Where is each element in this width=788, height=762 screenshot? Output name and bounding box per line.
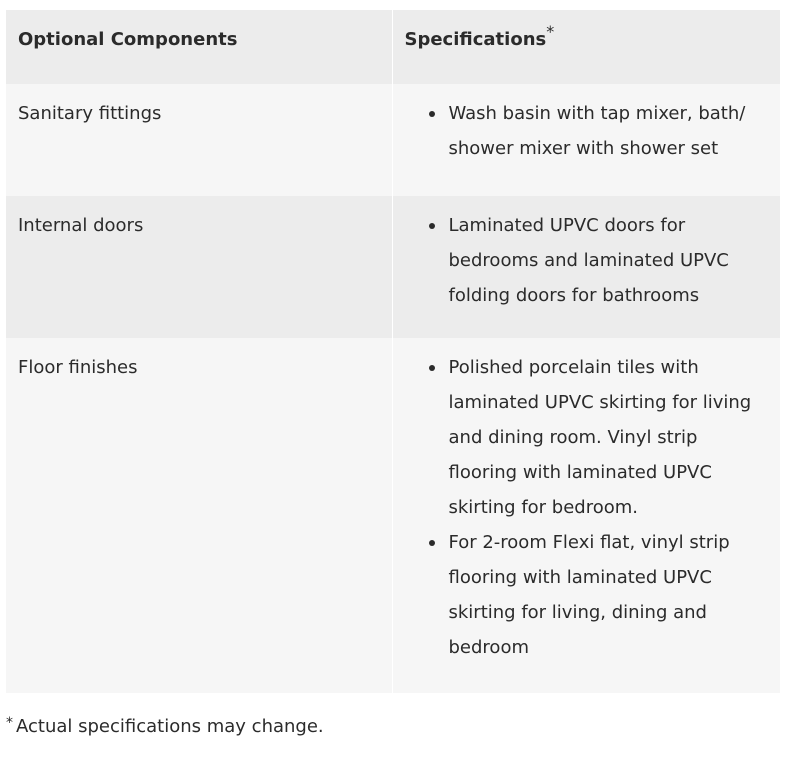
footnote: [6, 712, 324, 742]
component-cell: [6, 196, 392, 338]
spec-cell: [392, 84, 780, 196]
header-col1-label: Optional Components: [18, 29, 238, 50]
table-row-sanitary-fittings: [6, 84, 780, 196]
spec-item: Wash basin with tap mixer, bath/ shower mixer with shower set: [429, 96, 763, 166]
header-asterisk: *: [546, 22, 555, 41]
header-col2-label: Specifications: [404, 29, 547, 50]
spec-list: [393, 350, 763, 665]
spec-item: Polished porcelain tiles with laminated UPVC skirting for living and dining room. Vinyl strip flooring with laminated UPVC skirting for bedroom.: [429, 350, 763, 525]
component-name: Sanitary fittings: [18, 103, 162, 124]
component-cell: [6, 84, 392, 196]
spec-item: Laminated UPVC doors for bedrooms and laminated UPVC folding doors for bathrooms: [429, 208, 763, 313]
header-specifications: [392, 10, 780, 84]
table-row-floor-finishes: [6, 338, 780, 693]
spec-cell: [392, 196, 780, 338]
table-row-internal-doors: [6, 196, 780, 338]
component-cell: [6, 338, 392, 693]
footnote-asterisk: *: [6, 715, 13, 731]
spec-cell: [392, 338, 780, 693]
spec-item: For 2-room Flexi flat, vinyl strip flooring with laminated UPVC skirting for living, dining and bedroom: [429, 525, 763, 665]
component-name: Floor finishes: [18, 357, 138, 378]
table-header-row: [6, 10, 780, 84]
spec-list: [393, 96, 763, 166]
footnote-text: Actual specifications may change.: [16, 716, 324, 737]
specifications-table: [6, 10, 780, 693]
header-optional-components: [6, 10, 392, 84]
component-name: Internal doors: [18, 215, 144, 236]
spec-list: [393, 208, 763, 313]
